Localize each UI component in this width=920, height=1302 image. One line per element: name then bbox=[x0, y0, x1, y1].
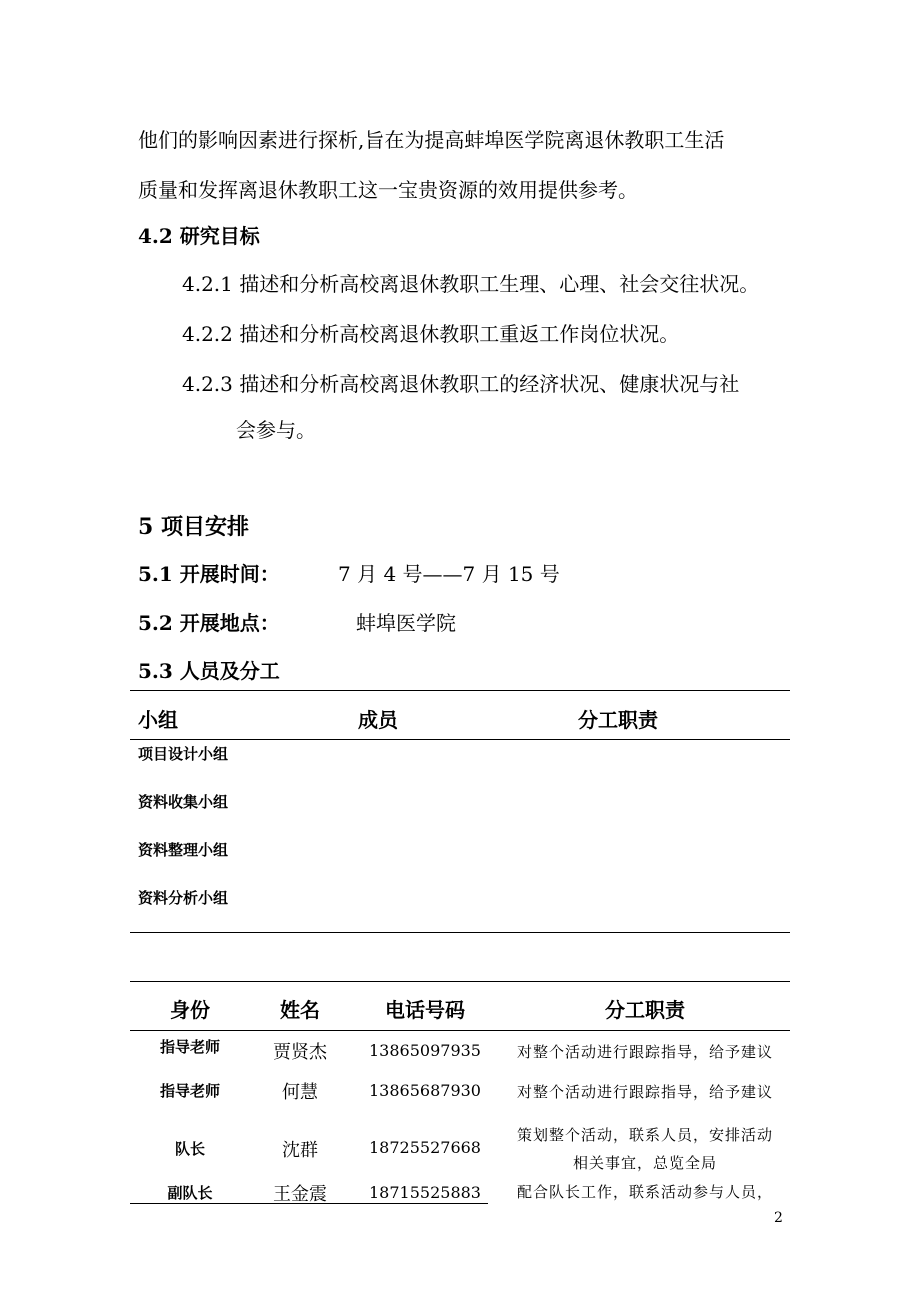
staff-table-header-rule bbox=[130, 1030, 790, 1031]
staff-phone: 13865687930 bbox=[369, 1081, 481, 1100]
time-label: 5.1 开展时间： bbox=[138, 562, 280, 586]
time-value: 7 月 4 号——7 月 15 号 bbox=[338, 562, 560, 586]
staff-table-bottom-rule bbox=[130, 1203, 488, 1204]
group-table-top-rule bbox=[130, 690, 790, 691]
staff-name: 何慧 bbox=[282, 1082, 318, 1103]
section-4-2-2: 4.2.2 描述和分析高校离退休教职工重返工作岗位状况。 bbox=[182, 322, 680, 346]
group-header-duty: 分工职责 bbox=[578, 708, 658, 732]
staff-role: 指导老师 bbox=[159, 1038, 220, 1056]
staff-phone: 13865097935 bbox=[369, 1041, 481, 1060]
staff-duty: 相关事宜，总览全局 bbox=[572, 1154, 717, 1172]
staff-role: 队长 bbox=[174, 1140, 205, 1158]
staff-duty: 策划整个活动，联系人员，安排活动 bbox=[516, 1126, 773, 1144]
staff-duty: 对整个活动进行跟踪指导，给予建议 bbox=[516, 1083, 773, 1101]
paragraph-line-1: 他们的影响因素进行探析,旨在为提高蚌埠医学院离退休教职工生活 bbox=[138, 128, 725, 152]
group-row: 项目设计小组 bbox=[138, 745, 229, 763]
staff-duty: 对整个活动进行跟踪指导，给予建议 bbox=[516, 1043, 773, 1061]
group-table-bottom-rule bbox=[130, 932, 790, 933]
staff-header-phone: 电话号码 bbox=[385, 998, 465, 1022]
staff-duty: 配合队长工作，联系活动参与人员， bbox=[516, 1183, 773, 1201]
staff-phone: 18715525883 bbox=[369, 1183, 481, 1202]
staff-name: 沈群 bbox=[282, 1140, 318, 1161]
group-header-members: 成员 bbox=[358, 708, 398, 732]
group-row: 资料收集小组 bbox=[138, 793, 229, 811]
staff-role: 副队长 bbox=[167, 1184, 213, 1202]
section-4-2-heading: 4.2 研究目标 bbox=[138, 224, 260, 248]
staff-heading: 5.3 人员及分工 bbox=[138, 659, 280, 683]
section-5-heading: 5 项目安排 bbox=[138, 514, 249, 540]
section-4-2-3-line-2: 会参与。 bbox=[236, 418, 316, 442]
staff-table-top-rule bbox=[130, 981, 790, 982]
staff-header-name: 姓名 bbox=[280, 998, 320, 1022]
page-number: 2 bbox=[774, 1210, 783, 1226]
section-4-2-1: 4.2.1 描述和分析高校离退休教职工生理、心理、社会交往状况。 bbox=[182, 272, 760, 296]
paragraph-line-2: 质量和发挥离退休教职工这一宝贵资源的效用提供参考。 bbox=[138, 178, 638, 202]
staff-phone: 18725527668 bbox=[369, 1138, 481, 1157]
group-table-header-rule bbox=[130, 739, 790, 740]
group-header-group: 小组 bbox=[138, 708, 178, 732]
staff-name: 王金震 bbox=[273, 1184, 327, 1205]
section-4-2-3-line-1: 4.2.3 描述和分析高校离退休教职工的经济状况、健康状况与社 bbox=[182, 372, 740, 396]
group-row: 资料整理小组 bbox=[138, 841, 229, 859]
place-value: 蚌埠医学院 bbox=[356, 611, 456, 635]
place-label: 5.2 开展地点： bbox=[138, 611, 280, 635]
group-row: 资料分析小组 bbox=[138, 889, 229, 907]
staff-role: 指导老师 bbox=[159, 1082, 220, 1100]
staff-name: 贾贤杰 bbox=[273, 1042, 327, 1063]
staff-header-duty: 分工职责 bbox=[605, 998, 685, 1022]
staff-header-role: 身份 bbox=[170, 998, 210, 1022]
